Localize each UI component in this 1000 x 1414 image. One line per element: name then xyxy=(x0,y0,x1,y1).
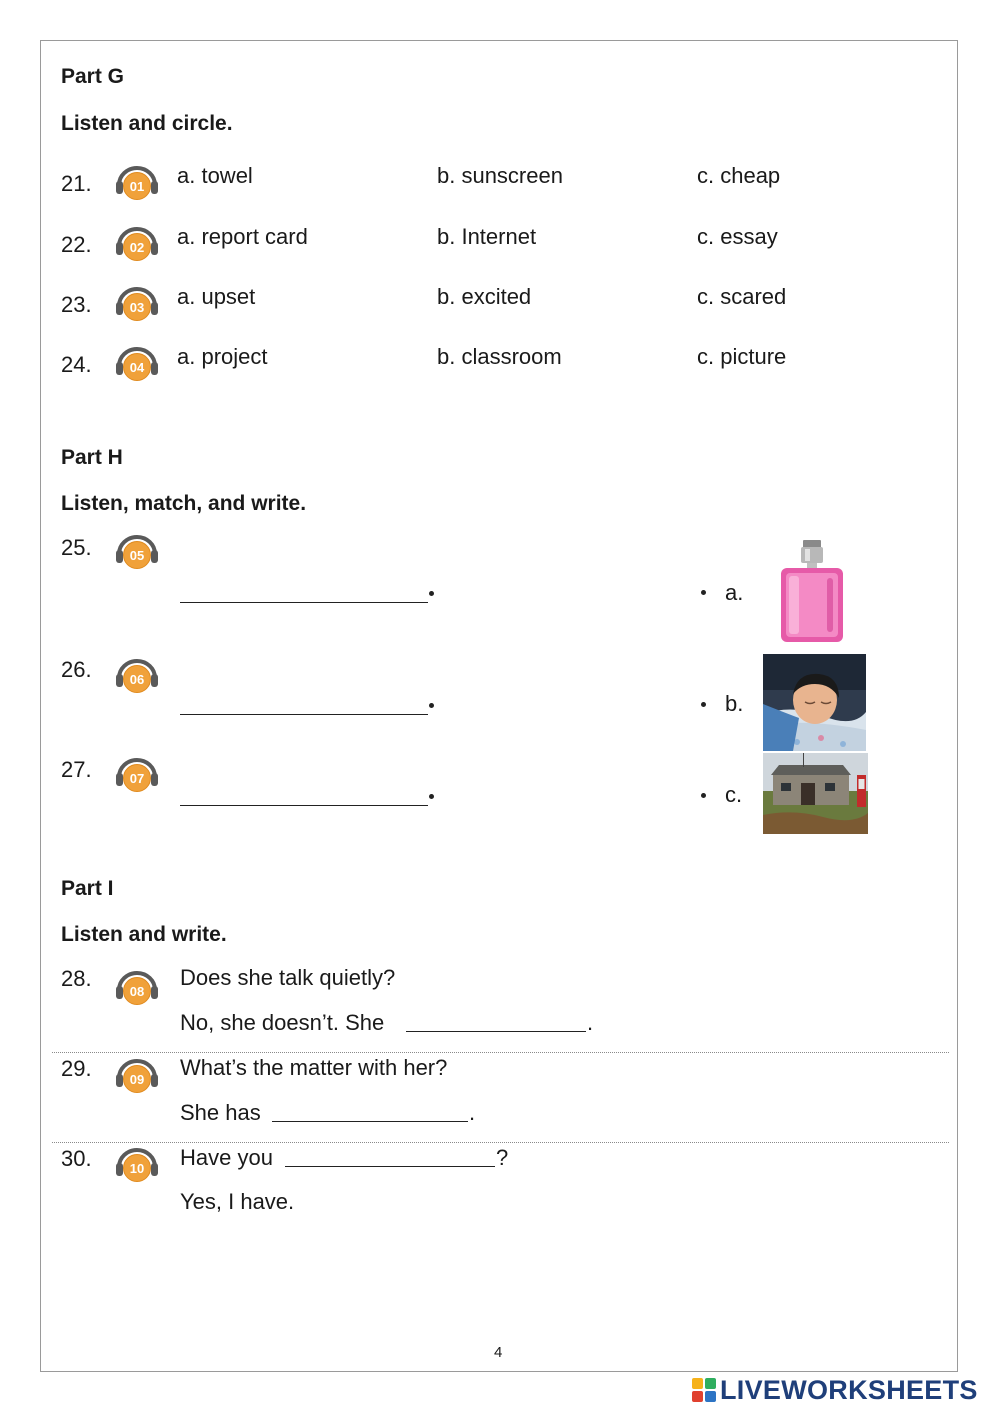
page-number: 4 xyxy=(494,1344,503,1361)
headphones-icon[interactable] xyxy=(115,342,159,382)
logo-icon xyxy=(692,1378,716,1402)
audio-track-number: 05 xyxy=(129,548,145,563)
headphones-icon[interactable] xyxy=(115,282,159,322)
audio-track-number: 03 xyxy=(129,300,145,315)
option-c[interactable]: c. scared xyxy=(697,284,787,309)
question-number: 22. xyxy=(61,232,92,257)
audio-track-number: 09 xyxy=(129,1072,145,1087)
answer-blank[interactable] xyxy=(180,714,428,715)
option-c[interactable]: c. picture xyxy=(697,344,787,369)
answer-label-b: b. xyxy=(725,691,744,716)
option-c[interactable]: c. cheap xyxy=(697,163,781,188)
match-dot-left[interactable] xyxy=(429,591,434,596)
headphones-icon[interactable] xyxy=(115,654,159,694)
option-a[interactable]: a. project xyxy=(177,344,268,369)
option-a[interactable]: a. upset xyxy=(177,284,256,309)
option-b[interactable]: b. classroom xyxy=(437,344,562,369)
option-a[interactable]: a. report card xyxy=(177,224,308,249)
answer-prefix: No, she doesn’t. She xyxy=(180,1010,385,1035)
audio-track-number: 01 xyxy=(129,179,145,194)
question-number: 26. xyxy=(61,657,92,682)
headphones-icon[interactable] xyxy=(115,966,159,1006)
answer-text: Yes, I have. xyxy=(180,1189,295,1214)
answer-blank[interactable] xyxy=(285,1166,495,1167)
audio-track-number: 04 xyxy=(129,360,145,375)
question-number: 21. xyxy=(61,171,92,196)
option-a[interactable]: a. towel xyxy=(177,163,253,188)
audio-track-number: 08 xyxy=(129,984,145,999)
match-dot-right[interactable] xyxy=(701,590,706,595)
question-prefix: Have you xyxy=(180,1145,273,1170)
question-number: 28. xyxy=(61,966,92,991)
answer-suffix: . xyxy=(469,1100,476,1125)
answer-blank[interactable] xyxy=(180,602,428,603)
match-dot-left[interactable] xyxy=(429,703,434,708)
headphones-icon[interactable] xyxy=(115,753,159,793)
brand-name: LIVEWORKSHEETS xyxy=(720,1374,978,1405)
answer-blank[interactable] xyxy=(272,1121,468,1122)
question-text: What’s the matter with her? xyxy=(180,1055,448,1080)
headphones-icon[interactable] xyxy=(115,161,159,201)
audio-track-number: 06 xyxy=(129,672,145,687)
option-c[interactable]: c. essay xyxy=(697,224,778,249)
option-b[interactable]: b. Internet xyxy=(437,224,537,249)
divider xyxy=(52,1142,949,1143)
part-h-title: Part H xyxy=(61,446,123,469)
cottage-picture xyxy=(763,753,868,834)
question-number: 24. xyxy=(61,352,92,377)
question-number: 23. xyxy=(61,292,92,317)
perfume-picture xyxy=(777,538,847,644)
question-text: Does she talk quietly? xyxy=(180,965,396,990)
answer-label-a: a. xyxy=(725,580,744,605)
answer-prefix: She has xyxy=(180,1100,261,1125)
sleeping-boy-picture xyxy=(763,654,866,751)
headphones-icon[interactable] xyxy=(115,1143,159,1183)
question-number: 29. xyxy=(61,1056,92,1081)
part-g-instruction: Listen and circle. xyxy=(61,112,233,135)
question-number: 30. xyxy=(61,1146,92,1171)
part-h-instruction: Listen, match, and write. xyxy=(61,492,307,515)
headphones-icon[interactable] xyxy=(115,1054,159,1094)
match-dot-right[interactable] xyxy=(701,702,706,707)
headphones-icon[interactable] xyxy=(115,530,159,570)
headphones-icon[interactable] xyxy=(115,222,159,262)
liveworksheets-logo[interactable] xyxy=(692,1374,978,1405)
answer-suffix: . xyxy=(587,1010,594,1035)
question-number: 25. xyxy=(61,535,92,560)
question-suffix: ? xyxy=(496,1145,509,1170)
answer-blank[interactable] xyxy=(180,805,428,806)
audio-track-number: 07 xyxy=(129,771,145,786)
part-g-title: Part G xyxy=(61,65,125,88)
part-i-instruction: Listen and write. xyxy=(61,923,227,946)
audio-track-number: 10 xyxy=(129,1161,145,1176)
option-b[interactable]: b. sunscreen xyxy=(437,163,563,188)
answer-label-c: c. xyxy=(725,782,743,807)
audio-track-number: 02 xyxy=(129,240,145,255)
answer-blank[interactable] xyxy=(406,1031,586,1032)
question-number: 27. xyxy=(61,757,92,782)
match-dot-right[interactable] xyxy=(701,793,706,798)
divider xyxy=(52,1052,949,1053)
part-i-title: Part I xyxy=(61,877,114,900)
match-dot-left[interactable] xyxy=(429,794,434,799)
option-b[interactable]: b. excited xyxy=(437,284,532,309)
